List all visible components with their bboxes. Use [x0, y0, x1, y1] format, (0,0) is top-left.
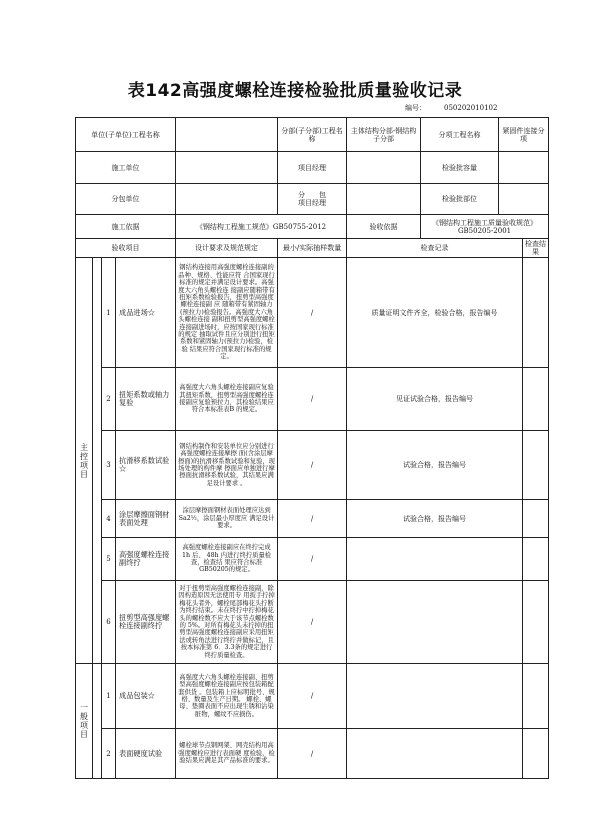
- col-item-header: 验收项目: [76, 239, 176, 258]
- main-item-sample: /: [278, 431, 347, 500]
- construction-unit-value: [176, 152, 278, 184]
- main-item-record: 见证试验合格，报告编号: [347, 368, 523, 431]
- main-item-no: 4: [102, 500, 116, 538]
- general-item-name: 成品包装☆: [116, 664, 176, 729]
- main-item-name: 高强度螺栓连接副终拧: [116, 538, 176, 581]
- general-item-no: 1: [102, 664, 116, 729]
- general-item-result: [523, 664, 549, 729]
- general-group-label: 一般项目: [76, 664, 93, 779]
- main-group-label: 主控项目: [76, 258, 93, 664]
- acceptance-record-table: [75, 117, 549, 779]
- main-item-name: 抗滑移系数试验☆: [116, 431, 176, 500]
- code-value: 050202010102: [444, 104, 498, 112]
- main-item-no: 5: [102, 538, 116, 581]
- main-item-requirement: 高强度大六角头螺栓连接副应复验其扭矩系数，扭剪型高强度螺栓连接副应复验预拉力，其检验结果应符合本标准表B 的规定。: [176, 368, 278, 431]
- division-label: 分部(子分部)工程名称: [278, 118, 347, 152]
- general-item-sample: /: [278, 729, 347, 779]
- batch-part-label: 检验批部位: [421, 184, 499, 215]
- record-code: [405, 103, 497, 113]
- main-item-sample: /: [278, 500, 347, 538]
- main-item-name: 扭矩系数或轴力复验: [116, 368, 176, 431]
- subcontract-unit-value: [176, 184, 278, 215]
- main-item-no: 1: [102, 258, 116, 368]
- main-item-sample: /: [278, 581, 347, 664]
- construction-unit-label: 施工单位: [76, 152, 176, 184]
- batch-capacity-value: [499, 152, 549, 184]
- main-item-result: [523, 581, 549, 664]
- subitem-value: 紧固件连接分项: [499, 118, 549, 152]
- main-item-requirement: 对于扭剪型高强度螺栓连接副，除因构造原因无法使用专 用扳手拧掉梅花头者外，螺栓尾部梅花头拧断为终拧结束。未在终拧中拧掉梅花头的螺栓数不应大于该节点螺栓数的 5%。对所有梅花头未拧掉的扭剪型高强度螺栓连接副应采用扭矩法或转角法进行终拧并做标记，且按本标准第 6．3.3条的规定进行终拧质量检查。: [176, 581, 278, 664]
- main-item-name: 成品进场☆: [116, 258, 176, 368]
- subitem-label: 分项工程名称: [421, 118, 499, 152]
- general-item-result: [523, 729, 549, 779]
- main-item-record: [347, 581, 523, 664]
- main-item-requirement: 高强度螺栓连接副应在终拧完成 1h 后、 48h 内进行终拧质量检查，检查结 果应符合标准GB50205的规定。: [176, 538, 278, 581]
- main-item-no: 3: [102, 431, 116, 500]
- col-sample-header: 最小/实际抽样数量: [278, 239, 347, 258]
- main-item-record: [347, 538, 523, 581]
- acceptance-basis-label: 验收依据: [347, 215, 421, 239]
- col-record-header: 检查记录: [347, 239, 523, 258]
- page-title: 表142高强度螺栓连接检验批质量验收记录: [127, 81, 463, 101]
- general-item-requirement: 螺栓球节点钢网架、网壳结构用高强度螺栓应进行表面硬 度检验，检验结果应满足其产品标准的要求。: [176, 729, 278, 779]
- division-value: 主体结构分部-钢结构子分部: [347, 118, 421, 152]
- main-item-result: [523, 368, 549, 431]
- col-requirement-header: 设计要求及规范规定: [176, 239, 278, 258]
- batch-part-value: [499, 184, 549, 215]
- main-item-no: 6: [102, 581, 116, 664]
- subcontract-unit-label: 分包单位: [76, 184, 176, 215]
- main-item-name: 涂层摩擦面钢材表面处理: [116, 500, 176, 538]
- code-label: 编号：: [405, 104, 426, 112]
- general-item-no: 2: [102, 729, 116, 779]
- main-item-result: [523, 500, 549, 538]
- main-item-requirement: 钢结构连接用高强度螺栓连接副的品种、规格、性能应符 合国家现行标准的规定并满足设计要求。高强度大六角头螺栓连 接副应随箱带有扭矩系数检验报告，扭剪型高强度螺栓连接副 应 随箱带有紧固轴力(预拉力)检验报告。高强度大六角头螺栓连接 副和扭剪型高强度螺栓连接副进场时，应按国家现行标准的规定 抽取试件且应分别进行扭矩系数和紧固轴力(预拉力)检验，检验 结果应符合国家现行标准的规定。: [176, 258, 278, 368]
- construction-basis-value: 《钢结构工程施工规范》GB50755-2012: [176, 215, 347, 239]
- project-manager-label: 项目经理: [278, 152, 347, 184]
- main-item-sample: /: [278, 538, 347, 581]
- general-item-name: 表面硬度试验: [116, 729, 176, 779]
- main-item-requirement: 涂层摩擦面钢材表面处理应达到 Sa2½，涂层最小厚度应 满足设计要求。: [176, 500, 278, 538]
- batch-capacity-label: 检验批容量: [421, 152, 499, 184]
- main-item-record: 质量证明文件齐全，检验合格，报告编号: [347, 258, 523, 368]
- construction-basis-label: 施工依据: [76, 215, 176, 239]
- acceptance-basis-value: 《钢结构工程施工质量验收规范》GB50205-2001: [421, 215, 549, 239]
- general-group-spacer: [93, 664, 102, 779]
- general-item-record: [347, 664, 523, 729]
- main-item-result: [523, 431, 549, 500]
- main-item-sample: /: [278, 368, 347, 431]
- general-item-requirement: 高强度大六角头螺栓连接副、扭剪型高强度螺栓连接副应按包装箱配套供货 。包装箱上应标明批号、规格、数量及生产日期。 螺栓、螺母、垫圈表面不应出现生锈和沾染脏物，螺纹不应损伤。: [176, 664, 278, 729]
- col-result-header: 检查结果: [523, 239, 549, 258]
- unit-value: [176, 118, 278, 152]
- subcontract-manager-label: 分 包 项目经理: [278, 184, 347, 215]
- main-item-record: 试验合格，报告编号: [347, 500, 523, 538]
- main-item-name: 扭剪型高强度螺栓连接副终拧: [116, 581, 176, 664]
- project-manager-value: [347, 152, 421, 184]
- main-item-no: 2: [102, 368, 116, 431]
- unit-label: 单位(子单位)工程名称: [76, 118, 176, 152]
- general-item-sample: /: [278, 664, 347, 729]
- main-item-requirement: 钢结构制作和安装单位应分别进行高强度螺栓连接摩擦 面(含涂层摩擦面)的抗滑移系数试验和复验，现场处理的构件摩 擦面应单独进行摩擦面抗滑移系数试验，其结果应满足设计要求 。: [176, 431, 278, 500]
- main-item-sample: /: [278, 258, 347, 368]
- main-group-spacer: [93, 258, 102, 664]
- main-item-record: 试验合格，报告编号: [347, 431, 523, 500]
- general-item-record: [347, 729, 523, 779]
- subcontract-manager-value: [347, 184, 421, 215]
- main-item-result: [523, 258, 549, 368]
- main-item-result: [523, 538, 549, 581]
